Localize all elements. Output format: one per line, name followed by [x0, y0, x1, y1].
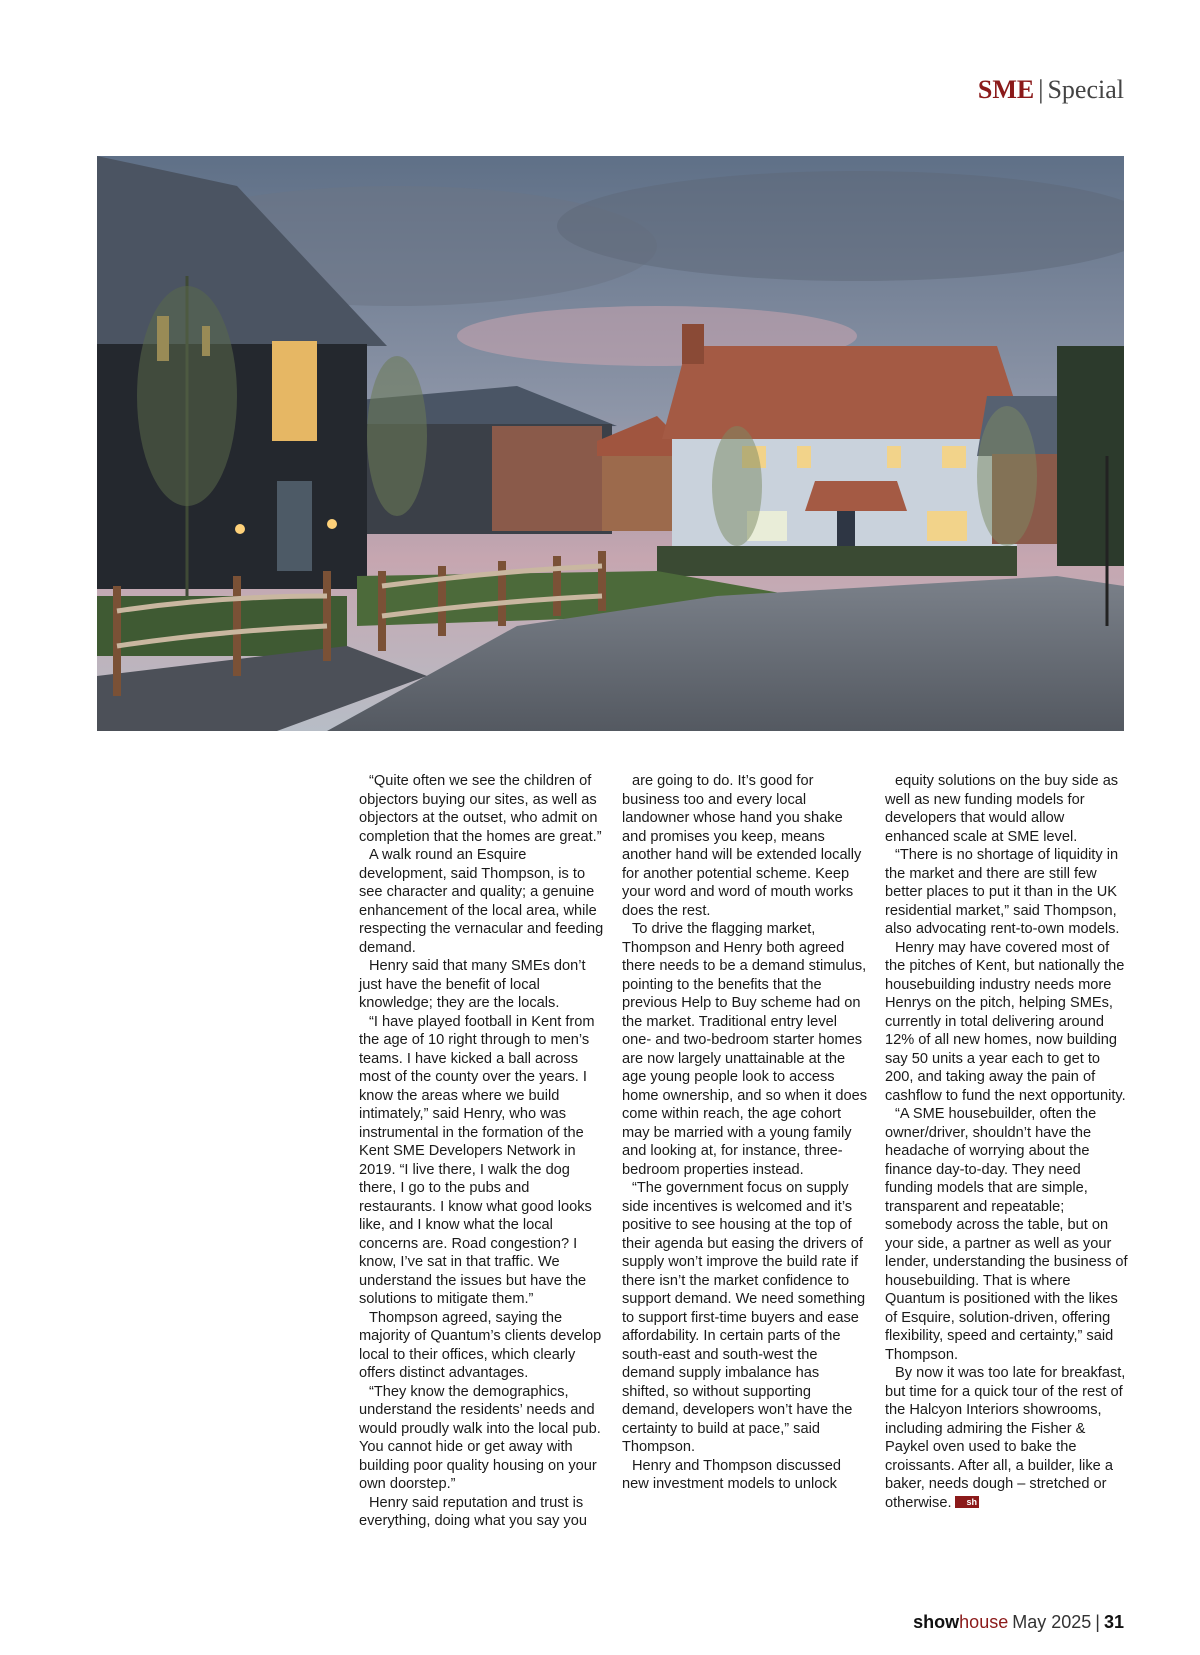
article-body: [359, 772, 1128, 1557]
article-column-3: [885, 772, 1130, 1512]
paragraph: Thompson agreed, saying the majority of Quantum’s clients develop local to their offices, which clearly offers distinct advantages.: [359, 1309, 602, 1381]
paragraph: Henry and Thompson discussed new investment models to unlock: [622, 1457, 842, 1492]
paragraph: “A SME housebuilder, often the owner/driver, shouldn’t have the headache of worrying about the finance day-to-day. They need funding models that are simple, transparent and repeatable; somebody across the table, but on your side, a partner as well as your lender, understanding the business of housebuilding. That is where Quantum is positioned with the likes of Esquire, solution-driven, offering flexibility, speed and certainty,” said Thompson.: [885, 1106, 1128, 1363]
paragraph: “The government focus on supply side incentives is welcomed and it’s positive to see housing at the top of their agenda but easing the drivers of supply won’t improve the build rate if there isn’t the market confidence to support demand. We need something to support first-time buyers and ease affordability. In certain parts of the south-east and south-west the demand supply imbalance has shifted, so without supporting demand, developers won’t have the certainty to build at pace,” said Thompson.: [622, 1180, 866, 1455]
paragraph-last: [885, 1364, 1130, 1512]
section-separator: |: [1038, 75, 1044, 104]
section-label: [978, 74, 1124, 106]
section-name: SME: [977, 75, 1035, 104]
article-column-1: [359, 772, 604, 1531]
page-number: 31: [1103, 1612, 1124, 1632]
photo-illustration: [97, 156, 1124, 731]
paragraph: Henry said that many SMEs don’t just have the benefit of local knowledge; they are the locals.: [359, 958, 586, 1011]
paragraph: “They know the demographics, understand the residents’ needs and would proudly walk into the local pub. You cannot hide or get away with building poor quality housing on your own doorstep.”: [359, 1383, 601, 1492]
subsection-name: Special: [1047, 75, 1124, 104]
paragraph: “I have played football in Kent from the age of 10 right through to men’s teams. I have kicked a ball across most of the county over the years. I know the areas where we build intimately,” said Henry, who was instrumental in the formation of the Kent SME Developers Network in 2019. “I live there, I walk the dog there, I go to the pubs and restaurants. I know what good looks like, and I know what the local concerns are. Road congestion? I know, I’ve sat in that traffic. We understand the issues but have the solutions to mitigate them.”: [359, 1013, 595, 1307]
issue-date: May 2025: [1012, 1612, 1092, 1632]
brand-show: show: [913, 1612, 960, 1632]
paragraph: A walk round an Esquire development, said Thompson, is to see character and quality; a genuine enhancement of the local area, while respecting the vernacular and feeding demand.: [359, 847, 604, 956]
paragraph: equity solutions on the buy side as well as new funding models for developers that would allow enhanced scale at SME level.: [885, 773, 1119, 845]
paragraph: Henry may have covered most of the pitches of Kent, but nationally the housebuilding industry needs more Henrys on the pitch, helping SMEs, currently in total delivering around 12% of all new homes, now building say 50 units a year each to get to 200, and taking away the pain of cashflow to fund the next opportunity.: [885, 939, 1126, 1104]
paragraph: “There is no shortage of liquidity in the market and there are still few better places to put it than in the UK residential market,” said Thompson, also advocating rent-to-own models.: [885, 847, 1120, 937]
paragraph: To drive the flagging market, Thompson and Henry both agreed there needs to be a demand stimulus, pointing to the benefits that the previous Help to Buy scheme had on the market. Traditional entry level one- and two-bedroom starter homes are now largely unattainable at the age young people look to access home ownership, and so when it does come within reach, the age cohort may be married with a young family and looking at, for instance, three-bedroom properties instead.: [622, 921, 868, 1178]
page-footer: [913, 1611, 1124, 1633]
housing-development-photo: [97, 156, 1124, 731]
paragraph: are going to do. It’s good for business too and every local landowner whose hand you shake and promises you keep, means another hand will be extended locally for another potential scheme. Keep your word and word of mouth works does the rest.: [622, 773, 862, 919]
footer-separator: |: [1095, 1612, 1100, 1632]
brand-house: house: [959, 1612, 1009, 1632]
paragraph: Henry said reputation and trust is everything, doing what you say you: [359, 1494, 587, 1529]
paragraph: “Quite often we see the children of objectors buying our sites, as well as objectors at the outset, who admit on completion that the homes are great.”: [359, 773, 602, 845]
end-mark-icon: sh: [955, 1496, 980, 1508]
article-column-2: [622, 772, 867, 1494]
paragraph-text: By now it was too late for breakfast, but time for a quick tour of the rest of the Halcyon Interiors showrooms, including admiring the Fisher & Paykel oven used to bake the croissants. After all, a builder, like a baker, needs dough – stretched or otherwise.: [885, 1365, 1126, 1511]
